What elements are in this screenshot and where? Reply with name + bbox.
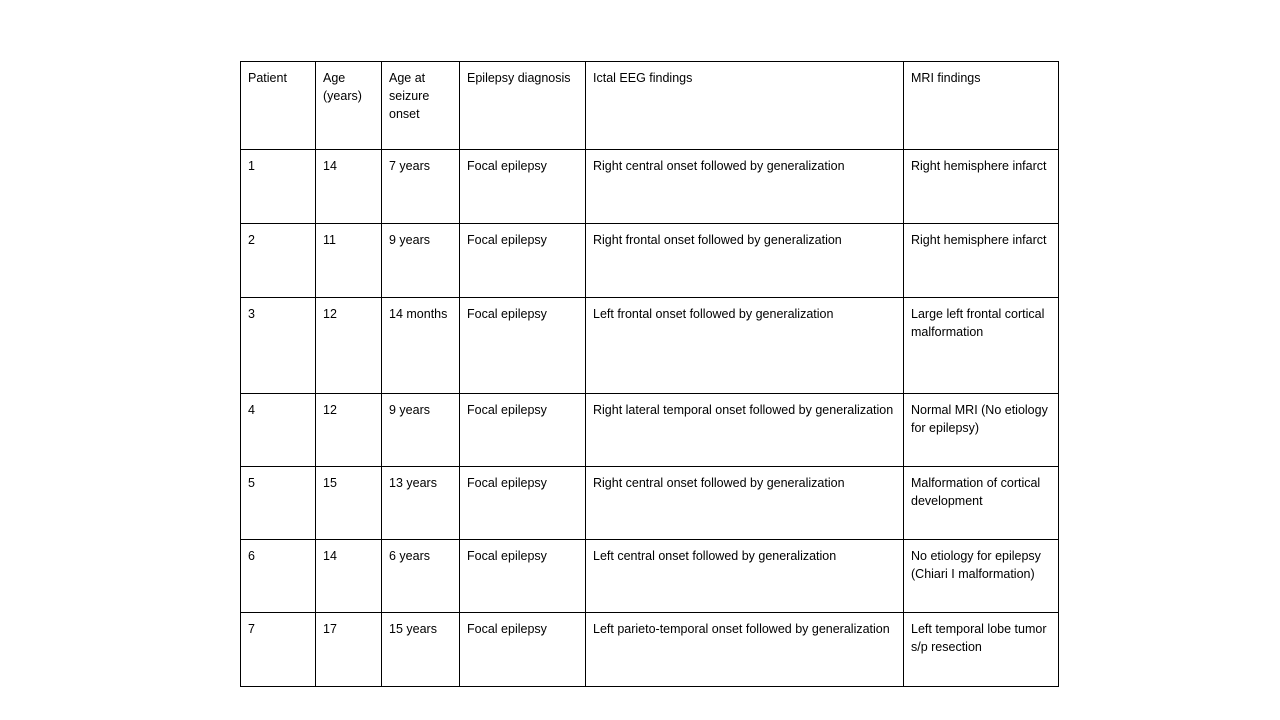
- table-row: [241, 298, 1059, 394]
- table-row: [241, 540, 1059, 613]
- column-header-mri-findings: MRI findings: [904, 62, 1059, 150]
- cell-age: 12: [316, 394, 382, 467]
- table-row: [241, 467, 1059, 540]
- cell-eeg: Right lateral temporal onset followed by generalization: [586, 394, 904, 467]
- cell-mri: Large left frontal cortical malformation: [904, 298, 1059, 394]
- cell-eeg: Left central onset followed by generalization: [586, 540, 904, 613]
- table-row: [241, 613, 1059, 687]
- cell-eeg: Right central onset followed by generalization: [586, 150, 904, 224]
- cell-patient: 6: [241, 540, 316, 613]
- cell-age: 12: [316, 298, 382, 394]
- cell-mri: Malformation of cortical development: [904, 467, 1059, 540]
- cell-onset: 7 years: [382, 150, 460, 224]
- cell-diagnosis: Focal epilepsy: [460, 298, 586, 394]
- table-row: [241, 394, 1059, 467]
- cell-onset: 9 years: [382, 394, 460, 467]
- cell-age: 14: [316, 150, 382, 224]
- cell-onset: 14 months: [382, 298, 460, 394]
- column-header-epilepsy-diagnosis: Epilepsy diagnosis: [460, 62, 586, 150]
- cell-diagnosis: Focal epilepsy: [460, 150, 586, 224]
- cell-diagnosis: Focal epilepsy: [460, 224, 586, 298]
- cell-diagnosis: Focal epilepsy: [460, 394, 586, 467]
- column-header-ictal-eeg-findings: Ictal EEG findings: [586, 62, 904, 150]
- cell-onset: 6 years: [382, 540, 460, 613]
- cell-eeg: Right frontal onset followed by generalization: [586, 224, 904, 298]
- cell-onset: 15 years: [382, 613, 460, 687]
- cell-diagnosis: Focal epilepsy: [460, 467, 586, 540]
- cell-patient: 1: [241, 150, 316, 224]
- cell-age: 11: [316, 224, 382, 298]
- cell-onset: 9 years: [382, 224, 460, 298]
- table-header-row: [241, 62, 1059, 150]
- cell-onset: 13 years: [382, 467, 460, 540]
- cell-mri: Right hemisphere infarct: [904, 150, 1059, 224]
- cell-age: 14: [316, 540, 382, 613]
- patient-table-container: [240, 61, 1058, 687]
- cell-patient: 5: [241, 467, 316, 540]
- cell-eeg: Left frontal onset followed by generalization: [586, 298, 904, 394]
- cell-eeg: Right central onset followed by generalization: [586, 467, 904, 540]
- table-row: [241, 224, 1059, 298]
- cell-eeg: Left parieto-temporal onset followed by generalization: [586, 613, 904, 687]
- column-header-age-at-seizure-onset: Age at seizure onset: [382, 62, 460, 150]
- cell-age: 15: [316, 467, 382, 540]
- cell-age: 17: [316, 613, 382, 687]
- cell-mri: Normal MRI (No etiology for epilepsy): [904, 394, 1059, 467]
- column-header-patient: Patient: [241, 62, 316, 150]
- table-row: [241, 150, 1059, 224]
- cell-mri: Left temporal lobe tumor s/p resection: [904, 613, 1059, 687]
- cell-patient: 3: [241, 298, 316, 394]
- cell-diagnosis: Focal epilepsy: [460, 613, 586, 687]
- cell-diagnosis: Focal epilepsy: [460, 540, 586, 613]
- cell-mri: No etiology for epilepsy (Chiari I malformation): [904, 540, 1059, 613]
- cell-patient: 2: [241, 224, 316, 298]
- cell-mri: Right hemisphere infarct: [904, 224, 1059, 298]
- patient-characteristics-table: [240, 61, 1059, 687]
- cell-patient: 7: [241, 613, 316, 687]
- column-header-age: Age (years): [316, 62, 382, 150]
- cell-patient: 4: [241, 394, 316, 467]
